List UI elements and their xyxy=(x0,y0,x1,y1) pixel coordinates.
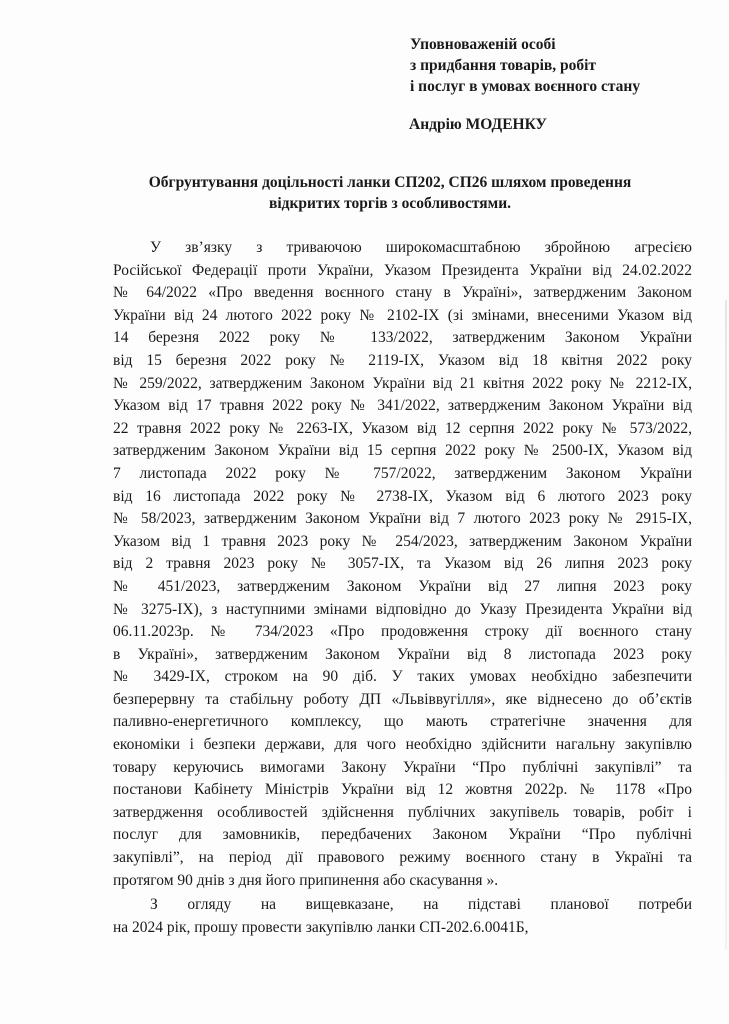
body-line: № 3429-IX, строком на 90 діб. У таких умовах необхідно забезпечити xyxy=(113,668,692,686)
body-line: в Україні», затвердженим Законом України від 8 листопада 2023 року xyxy=(113,645,692,663)
body-line: № 451/2023, затвердженим Законом України від 27 липня 2023 року xyxy=(113,577,692,595)
body-line: товару керуючись вимогами Закону України “Про публічні закупівлі” та xyxy=(113,758,692,776)
body-line: № 58/2023, затвердженим Законом України від 7 лютого 2023 року № 2915-IX, xyxy=(113,510,692,528)
addressee-line: і послуг в умовах воєнного стану xyxy=(410,78,641,95)
body-line: на 2024 рік, прошу провести закупівлю ланки СП-202.6.0041Б, xyxy=(113,918,529,936)
addressee-block xyxy=(410,34,710,97)
body-line: № 64/2022 «Про введення воєнного стану в Україні», затвердженим Законом xyxy=(113,284,692,302)
body-line: Російської Федерації проти України, Указом Президента України від 24.02.2022 xyxy=(113,261,692,279)
document-subject xyxy=(110,172,670,214)
body-line: № 3275-IX), з наступними змінами відповідно до Указу Президента України від xyxy=(113,600,692,618)
scan-edge-shadow xyxy=(725,300,727,950)
body-line: від 16 листопада 2022 року № 2738-IX, Указом від 6 лютого 2023 року xyxy=(113,487,692,505)
body-line: від 2 травня 2023 року № 3057-IX, та Указом від 26 липня 2023 року xyxy=(113,555,692,573)
recipient-name: Андрію МОДЕНКУ xyxy=(409,116,547,133)
body-line: Указом від 17 травня 2022 року № 341/2022, затвердженим Законом України від xyxy=(113,397,692,415)
body-line: від 15 березня 2022 року № 2119-IX, Указом від 18 квітня 2022 року xyxy=(113,351,692,369)
body-line: № 259/2022, затвердженим Законом України від 21 квітня 2022 року № 2212-IX, xyxy=(113,374,692,392)
body-line: економіки і безпеки держави, для чого необхідно здійснити нагальну закупівлю xyxy=(113,736,692,754)
body-line: 22 травня 2022 року № 2263-IX, Указом від 12 серпня 2022 року № 573/2022, xyxy=(113,419,692,437)
document-body xyxy=(113,237,692,939)
addressee-line: з придбання товарів, робіт xyxy=(410,57,597,74)
subject-line: Обгрунтування доцільності ланки СП202, СП26 шляхом проведення xyxy=(148,174,632,191)
body-line: 06.11.2023р. № 734/2023 «Про продовження строку дії воєнного стану xyxy=(113,623,692,641)
body-line: протягом 90 днів з дня його припинення або скасування ». xyxy=(113,871,499,889)
body-line: паливно-енергетичного комплексу, що мають стратегічне значення для xyxy=(113,713,692,731)
body-line: безперервну та стабільну роботу ДП «Львіввугілля», яке віднесено до об’єктів xyxy=(113,690,692,708)
body-line: 7 листопада 2022 року № 757/2022, затвердженим Законом України xyxy=(113,464,692,482)
body-line: закупівлі”, на період дії правового режиму воєнного стану в Україні та xyxy=(113,849,692,867)
body-line: постанови Кабінету Міністрів України від 12 жовтня 2022р. № 1178 «Про xyxy=(113,781,692,799)
body-line: затвердження особливостей здійснення публічних закупівель товарів, робіт і xyxy=(113,803,692,821)
body-line: З огляду на вищевказане, на підставі планової потреби xyxy=(150,896,692,914)
addressee-line: Уповноваженій особі xyxy=(410,36,556,53)
body-line: Указом від 1 травня 2023 року № 254/2023, затвердженим Законом України xyxy=(113,532,692,550)
body-line: затвердженим Законом України від 15 серпня 2022 року № 2500-IX, Указом від xyxy=(113,442,692,460)
body-line: послуг для замовників, передбачених Законом України “Про публічні xyxy=(113,826,692,844)
subject-line: відкритих торгів з особливостями. xyxy=(268,195,512,212)
body-line: України від 24 лютого 2022 року № 2102-IX (зі змінами, внесеними Указом від xyxy=(113,306,692,324)
body-line: 14 березня 2022 року № 133/2022, затвердженим Законом України xyxy=(113,329,692,347)
body-line: У зв’язку з триваючою широкомасштабною збройною агресією xyxy=(150,239,692,256)
